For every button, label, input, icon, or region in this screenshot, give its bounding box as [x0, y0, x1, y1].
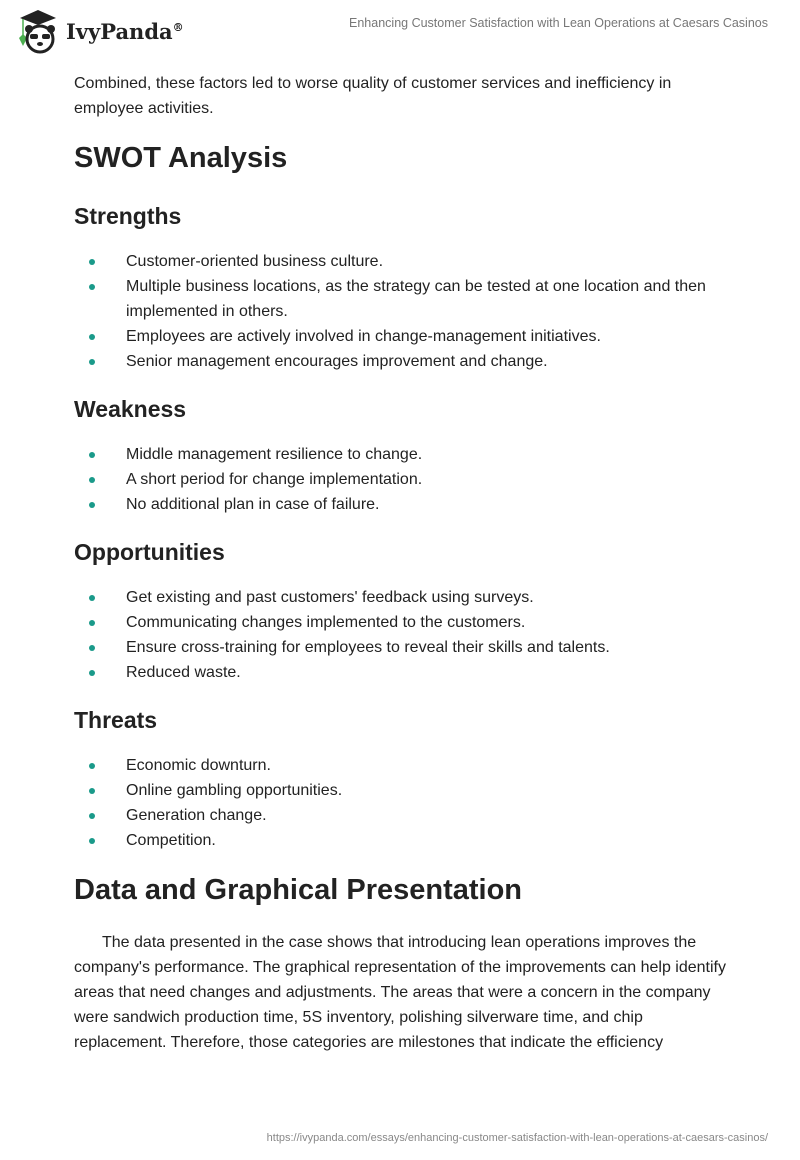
- logo-text: IvyPanda: [66, 18, 173, 44]
- list-item: Ensure cross-training for employees to reveal their skills and talents.: [74, 635, 734, 660]
- weakness-list: [74, 442, 734, 517]
- page-header: [0, 0, 800, 60]
- weakness-heading: Weakness: [74, 395, 187, 422]
- source-url[interactable]: https://ivypanda.com/essays/enhancing-customer-satisfaction-with-lean-operations-at-caesars-casinos/: [266, 1132, 768, 1144]
- list-item: Middle management resilience to change.: [74, 442, 734, 467]
- swot-heading: SWOT Analysis: [74, 141, 288, 174]
- list-item: Online gambling opportunities.: [74, 778, 734, 803]
- list-item: Customer-oriented business culture.: [74, 249, 734, 274]
- opportunities-heading: Opportunities: [74, 538, 225, 565]
- list-item: Economic downturn.: [74, 753, 734, 778]
- list-item: Employees are actively involved in change-management initiatives.: [74, 324, 734, 349]
- threats-heading: Threats: [74, 706, 158, 733]
- list-item: Senior management encourages improvement and change.: [74, 349, 734, 374]
- intro-paragraph: Combined, these factors led to worse quality of customer services and inefficiency in employee activities.: [74, 75, 672, 117]
- panda-logo-icon: [16, 8, 60, 54]
- list-item: Reduced waste.: [74, 660, 734, 685]
- ivypanda-logo[interactable]: [16, 8, 184, 54]
- data-section-heading: Data and Graphical Presentation: [74, 873, 523, 906]
- article-body: [74, 71, 734, 1055]
- list-item: Multiple business locations, as the strategy can be tested at one location and then implemented in others.: [74, 274, 734, 324]
- list-item: Get existing and past customers' feedback using surveys.: [74, 585, 734, 610]
- list-item: Generation change.: [74, 803, 734, 828]
- list-item: Competition.: [74, 828, 734, 853]
- opportunities-list: [74, 585, 734, 685]
- strengths-heading: Strengths: [74, 202, 182, 229]
- threats-list: [74, 753, 734, 853]
- document-title: Enhancing Customer Satisfaction with Lean Operations at Caesars Casinos: [349, 16, 768, 30]
- list-item: Communicating changes implemented to the customers.: [74, 610, 734, 635]
- list-item: No additional plan in case of failure.: [74, 492, 734, 517]
- strengths-list: [74, 249, 734, 374]
- registered-mark: ®: [172, 20, 184, 34]
- list-item: A short period for change implementation.: [74, 467, 734, 492]
- data-section-paragraph: The data presented in the case shows that introducing lean operations improves the company's performance. The graphical representation of the improvements can help identify areas that need changes and adjustments. The areas that were a concern in the company were sandwich production time, 5S inventory, polishing silverware time, and chip replacement. Therefore, those categories are milestones that indicate the efficiency: [74, 934, 726, 1051]
